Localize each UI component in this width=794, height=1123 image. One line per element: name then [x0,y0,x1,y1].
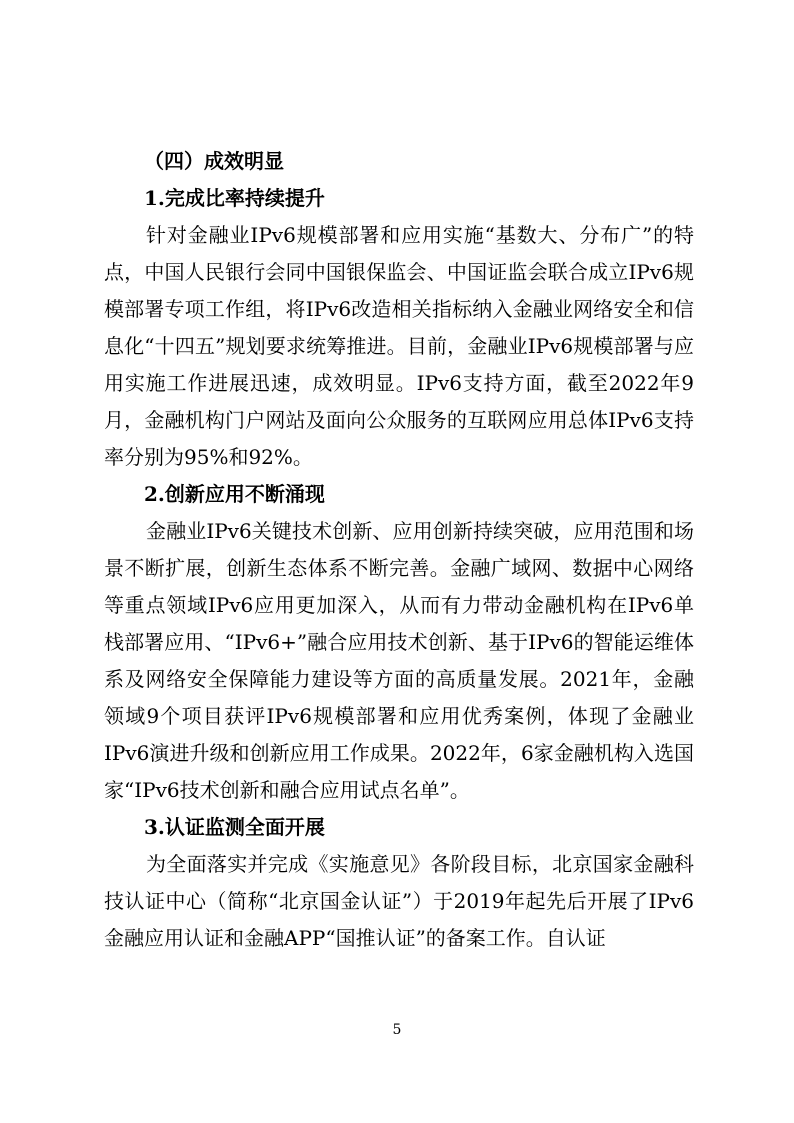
page-number: 5 [392,1022,402,1038]
paragraph-1: 针对金融业IPv6规模部署和应用实施“基数大、分布广”的特点，中国人民银行会同中国银保监会、中国证监会联合成立IPv6规模部署专项工作组，将IPv6改造相关指标纳入金融业网络安全和信息化“十四五”规划要求统筹推进。目前，金融业IPv6规模部署与应用实施工作进展迅速，成效明显。IPv6支持方面，截至2022年9月，金融机构门户网站及面向公众服务的互联网应用总体IPv6支持率分别为95%和92%。 [104,223,694,469]
subsection-heading-3: 3.认证监测全面开展 [144,815,325,839]
section-heading: （四）成效明显 [144,149,284,173]
subsection-heading-1: 1.完成比率持续提升 [144,186,325,210]
page-content [104,143,694,957]
paragraph-2: 金融业IPv6关键技术创新、应用创新持续突破，应用范围和场景不断扩展，创新生态体系不断完善。金融广域网、数据中心网络等重点领域IPv6应用更加深入，从而有力带动金融机构在IPv6单栈部署应用、“IPv6+”融合应用技术创新、基于IPv6的智能运维体系及网络安全保障能力建设等方面的高质量发展。2021年，金融领域9个项目获评IPv6规模部署和应用优秀案例，体现了金融业IPv6演进升级和创新应用工作成果。2022年，6家金融机构入选国家“IPv6技术创新和融合应用试点名单”。 [104,519,694,802]
paragraph-3: 为全面落实并完成《实施意见》各阶段目标，北京国家金融科技认证中心（简称“北京国金认证”）于2019年起先后开展了IPv6金融应用认证和金融APP“国推认证”的备案工作。自认证 [104,852,694,950]
subsection-heading-2: 2.创新应用不断涌现 [144,482,325,506]
